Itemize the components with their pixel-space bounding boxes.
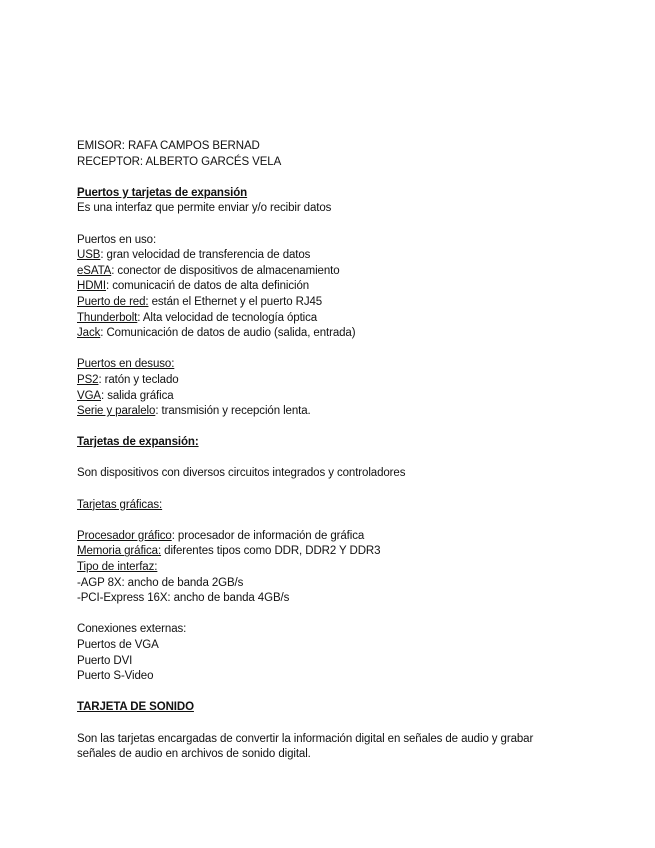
emisor-line: EMISOR: RAFA CAMPOS BERNAD	[77, 140, 260, 152]
interfaz-item-agp: -AGP 8X: ancho de banda 2GB/s	[77, 576, 244, 589]
spacer	[77, 607, 597, 623]
puertos-en-uso-title: Puertos en uso:	[77, 233, 157, 246]
conexion-item-dvi: Puerto DVI	[77, 654, 133, 667]
port-desc: : salida gráfica	[101, 389, 174, 402]
spacer	[77, 420, 597, 436]
grafica-item-memoria	[77, 544, 597, 560]
port-term: eSATA	[77, 264, 112, 277]
document-page	[77, 139, 597, 763]
spacer	[77, 170, 597, 186]
port-desc: : ratón y teclado	[98, 373, 179, 386]
port-desc: están el Ethernet y el puerto RJ45	[148, 295, 323, 308]
grafica-term: Procesador gráfico	[77, 529, 172, 542]
conexiones-title: Conexiones externas:	[77, 623, 187, 636]
section-heading-tarjetas: Tarjetas de expansión:	[77, 436, 199, 449]
grafica-desc: diferentes tipos como DDR, DDR2 Y DDR3	[161, 545, 381, 558]
spacer	[77, 685, 597, 701]
spacer	[77, 716, 597, 732]
puertos-intro: Es una interfaz que permite enviar y/o recibir datos	[77, 202, 332, 215]
port-desc: : comunicaciń de datos de alta definición	[106, 280, 310, 293]
spacer	[77, 482, 597, 498]
interfaz-title: Tipo de interfaz:	[77, 561, 158, 574]
conexion-item-vga: Puertos de VGA	[77, 639, 159, 651]
receptor-line: RECEPTOR: ALBERTO GARCÉS VELA	[77, 155, 282, 168]
port-item-usb	[77, 248, 597, 264]
section-heading-puertos: Puertos y tarjetas de expansión	[77, 186, 248, 199]
port-term: Thunderbolt	[77, 311, 138, 324]
section-heading-sonido: TARJETA DE SONIDO	[77, 701, 194, 714]
port-term: VGA	[77, 389, 101, 402]
port-item-hdmi	[77, 279, 597, 295]
grafica-desc: : procesador de información de gráfica	[171, 529, 365, 542]
port-term: Puerto de red:	[77, 295, 149, 308]
port-term: Serie y paralelo	[77, 405, 156, 418]
port-term: USB	[77, 249, 101, 262]
spacer	[77, 217, 597, 233]
port-item-jack	[77, 326, 597, 342]
sonido-text-line-2: señales de audio en archivos de sonido digital.	[77, 748, 311, 761]
spacer	[77, 451, 597, 467]
port-term: HDMI	[77, 280, 106, 293]
interfaz-item-pci: -PCI-Express 16X: ancho de banda 4GB/s	[77, 592, 290, 605]
port-item-serie	[77, 404, 597, 420]
tarjetas-graficas-title: Tarjetas gráficas:	[77, 498, 163, 511]
port-desc: : Comunicación de datos de audio (salida, entrada)	[100, 327, 356, 340]
spacer	[77, 342, 597, 358]
spacer	[77, 513, 597, 529]
port-item-red	[77, 295, 597, 311]
sonido-text-line-1: Son las tarjetas encargadas de convertir la información digital en señales de audio y grabar	[77, 732, 534, 745]
port-desc: : conector de dispositivos de almacenamiento	[111, 264, 340, 277]
port-term: PS2	[77, 373, 99, 386]
conexion-item-svideo: Puerto S-Video	[77, 670, 154, 683]
port-term: Jack	[77, 327, 101, 340]
port-item-vga	[77, 389, 597, 405]
port-item-thunderbolt	[77, 311, 597, 327]
port-item-ps2	[77, 373, 597, 389]
port-item-esata	[77, 264, 597, 280]
tarjetas-intro: Son dispositivos con diversos circuitos integrados y controladores	[77, 467, 406, 480]
port-desc: : Alta velocidad de tecnología óptica	[137, 311, 318, 324]
grafica-term: Memoria gráfica:	[77, 545, 162, 558]
puertos-desuso-title: Puertos en desuso:	[77, 358, 175, 371]
grafica-item-procesador	[77, 529, 597, 545]
port-desc: : gran velocidad de transferencia de datos	[100, 249, 311, 262]
port-desc: : transmisión y recepción lenta.	[155, 405, 311, 418]
